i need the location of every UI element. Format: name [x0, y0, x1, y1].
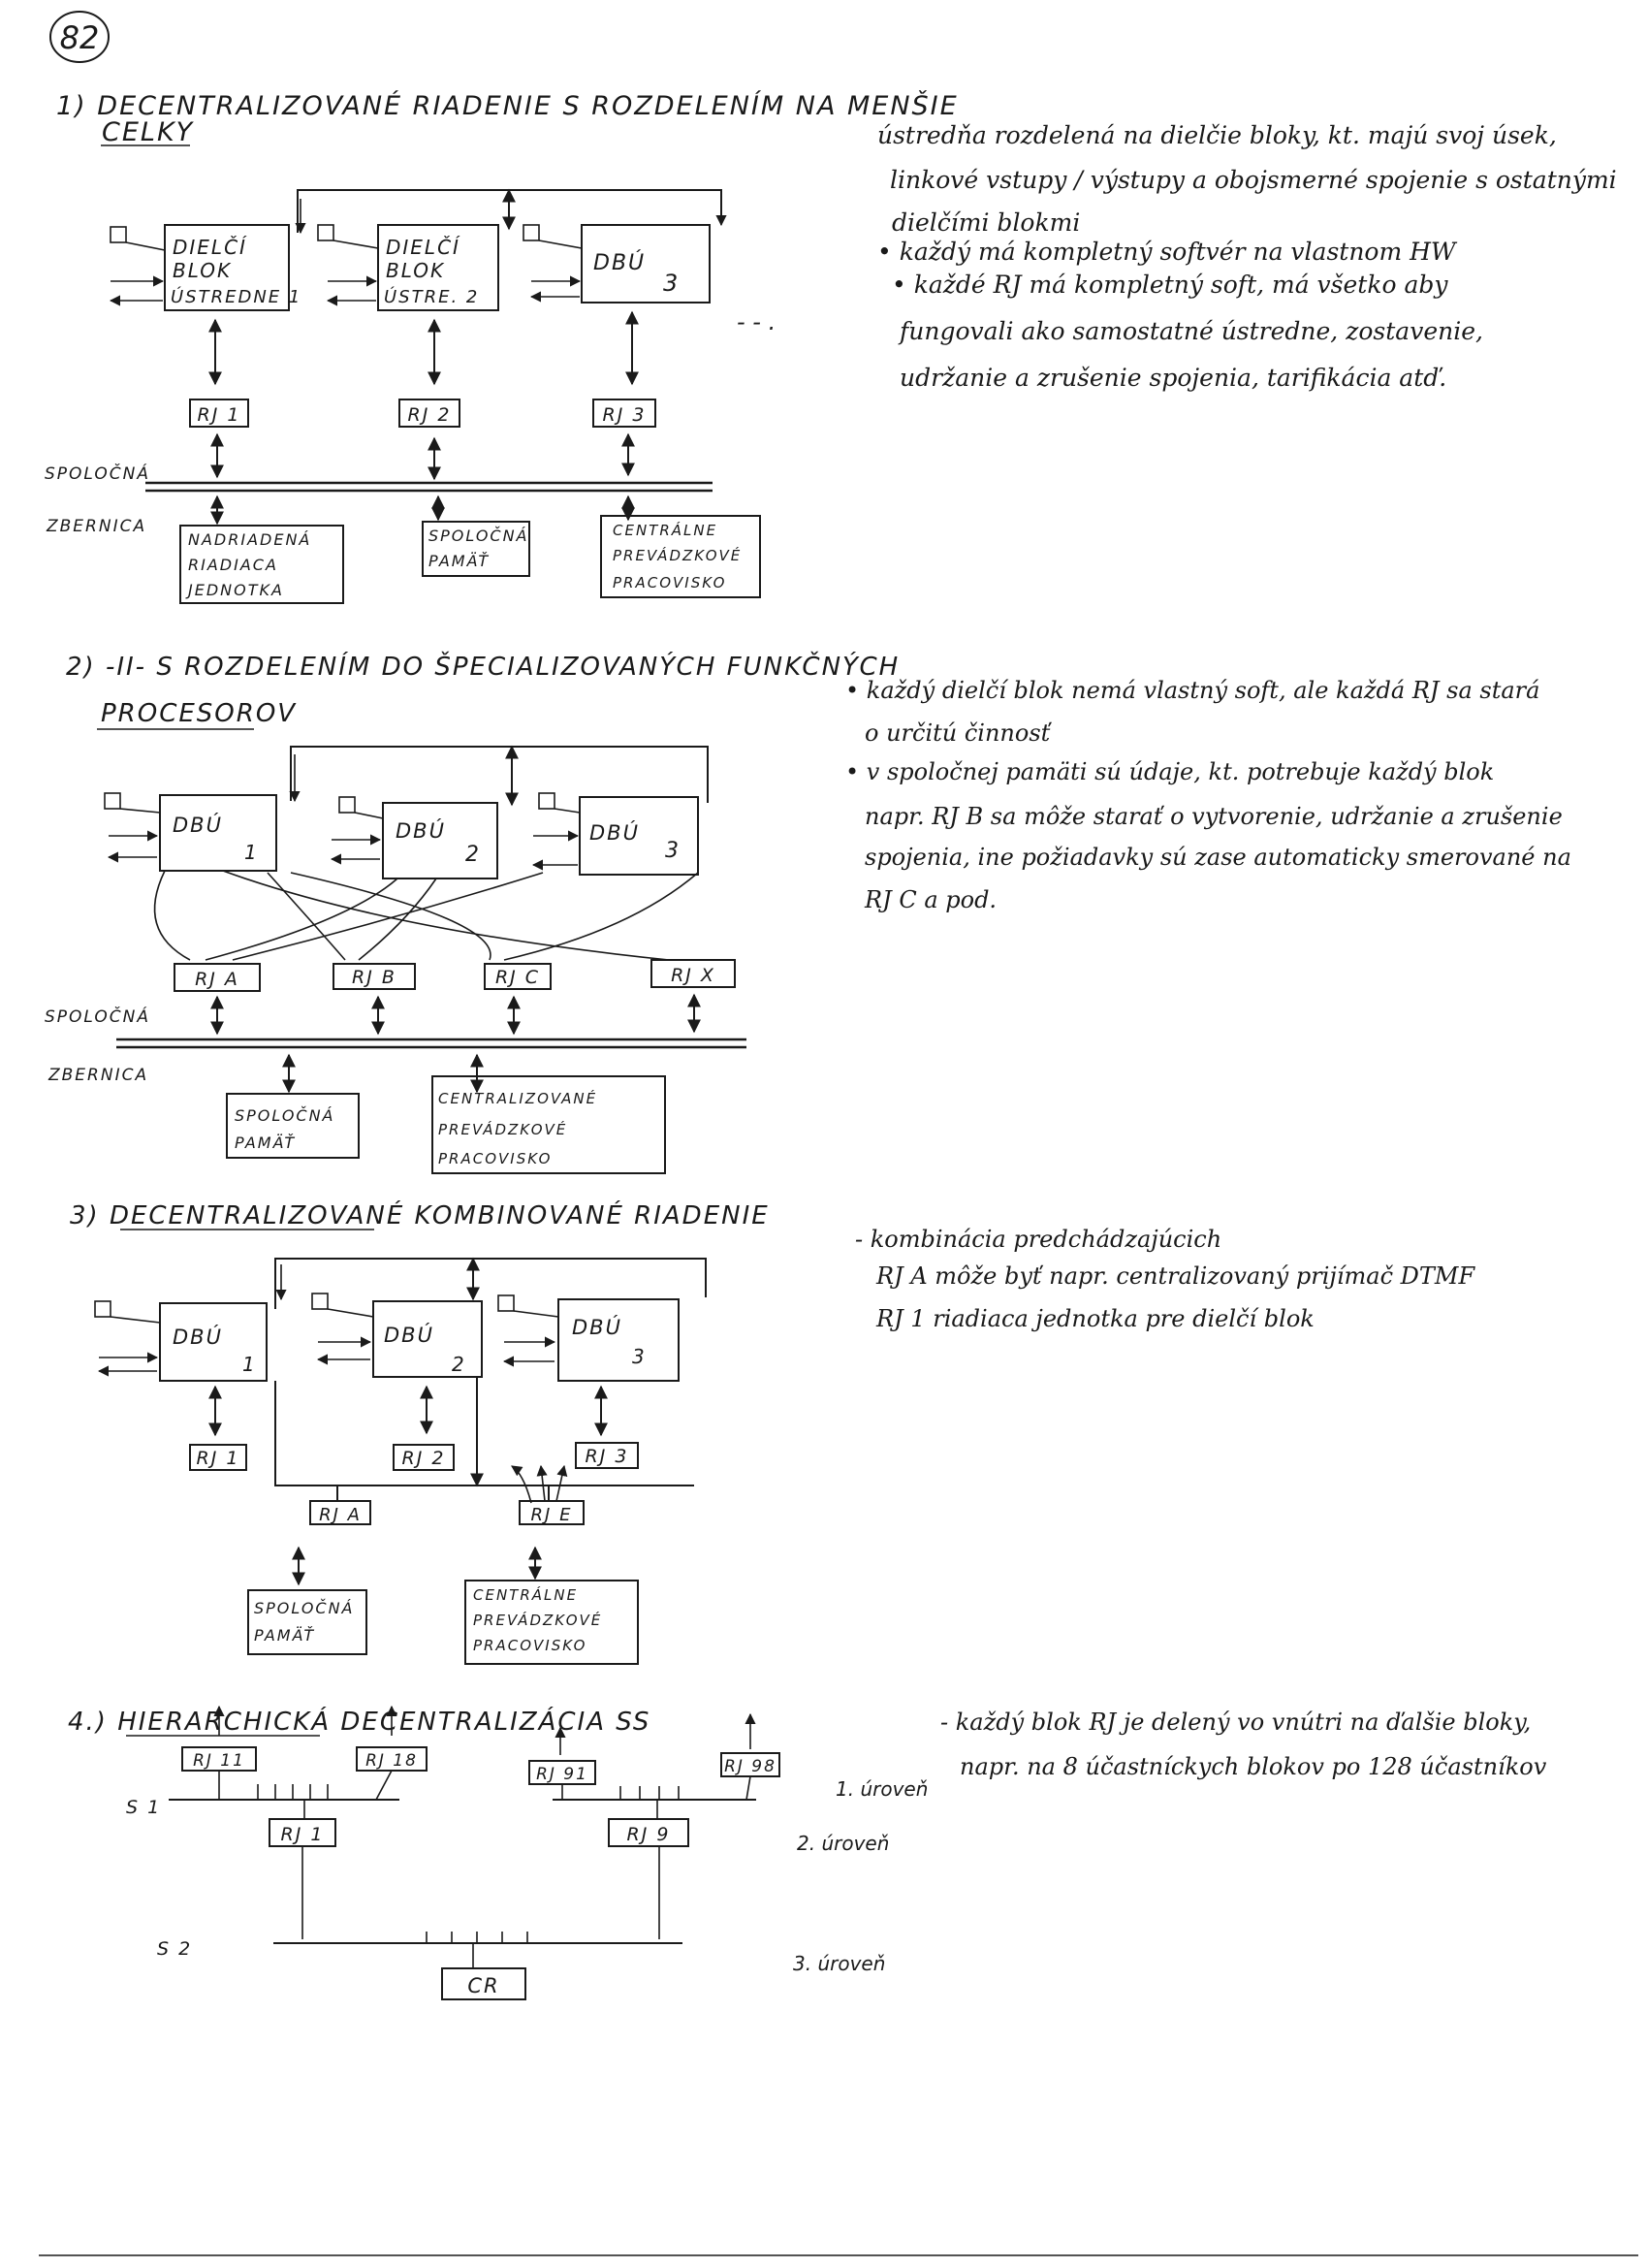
rj-label: RJ 9 [626, 1824, 671, 1845]
box-label: CENTRÁLNE [613, 522, 718, 539]
block-number: 1 [242, 1353, 255, 1376]
rj-label: RJ C [494, 967, 541, 988]
line-terminal-icon [498, 1295, 514, 1311]
rj-label: RJ A [319, 1505, 362, 1525]
box-label: PAMÄŤ [254, 1626, 316, 1645]
box-label: CENTRÁLNE [473, 1586, 579, 1604]
rj-label: RJ B [352, 967, 396, 988]
bus-ticks [258, 1784, 679, 1800]
section-1-title-cont: CELKY [102, 117, 195, 147]
bus-label: ZBERNICA [48, 1066, 149, 1085]
block-label: DBÚ [396, 819, 446, 843]
block-label: DIELČÍ [386, 236, 460, 259]
dbu-block-1 [111, 225, 301, 384]
level-label: 1. úroveň [836, 1777, 929, 1801]
block-number: 2 [452, 1353, 464, 1376]
central-operations-box [432, 1076, 665, 1173]
section-3 [70, 1199, 1475, 1664]
line-terminal-icon [105, 793, 120, 809]
note-line: - každý blok RJ je delený vo vnútri na ďalšie bloky, [940, 1709, 1532, 1736]
block-label: DBÚ [572, 1316, 622, 1339]
box-label: PREVÁDZKOVÉ [438, 1121, 568, 1138]
crossing-links [155, 871, 698, 960]
block-label: DBÚ [173, 814, 223, 837]
shared-memory-box [423, 522, 529, 576]
note-line: • každé RJ má kompletný soft, má všetko aby [892, 271, 1448, 299]
note-line: spojenia, ine požiadavky sú zase automaticky smerované na [865, 844, 1571, 871]
shared-memory-box [248, 1590, 366, 1654]
box-label: PAMÄŤ [428, 552, 491, 570]
box-label: JEDNOTKA [188, 581, 284, 599]
rj-label: RJ 3 [585, 1446, 629, 1467]
note-line: - kombinácia predchádzajúcich [855, 1226, 1222, 1253]
note-line: linkové vstupy / výstupy a obojsmerné spojenie s ostatnými [890, 166, 1617, 194]
line-terminal-icon [111, 227, 126, 242]
note-line: • každý dielčí blok nemá vlastný soft, ale každá RJ sa stará [845, 677, 1540, 704]
superior-control-unit-box [180, 526, 343, 603]
rj-label: RJ 2 [407, 404, 452, 426]
section-1-title: 1) DECENTRALIZOVANÉ RIADENIE S ROZDELENÍM NA MENŠIE [56, 91, 959, 121]
section-2 [45, 651, 1571, 1173]
interconnect-line [291, 747, 708, 803]
bus-ticks [427, 1932, 527, 1943]
interconnect-line [275, 1259, 706, 1309]
box-label: PRACOVISKO [438, 1150, 553, 1167]
block-label: DBÚ [173, 1326, 223, 1349]
rj-label: RJ A [195, 969, 239, 990]
note-line: RJ A môže byť napr. centralizovaný prijímač DTMF [876, 1262, 1475, 1290]
rj-label: RJ 98 [724, 1757, 776, 1776]
rj-label: RJ 1 [196, 1448, 240, 1469]
level-label: 3. úroveň [793, 1952, 886, 1975]
box-label: CENTRALIZOVANÉ [438, 1090, 598, 1107]
central-operations-box [601, 516, 760, 597]
bus-label: ZBERNICA [47, 517, 147, 536]
box-label: PAMÄŤ [235, 1134, 297, 1152]
block-label: DBÚ [384, 1324, 434, 1347]
rj-row [190, 399, 655, 479]
ellipsis-mark: - - . [737, 308, 776, 335]
section-4-notes [940, 1709, 1547, 1780]
section-3-notes [855, 1226, 1475, 1332]
rj-label: RJ 11 [193, 1751, 245, 1771]
note-line: dielčími blokmi [892, 208, 1081, 237]
block-label: BLOK [173, 259, 233, 282]
note-line: • v spoločnej pamäti sú údaje, kt. potrebuje každý blok [845, 758, 1495, 785]
box-label: PREVÁDZKOVÉ [613, 547, 743, 564]
line-terminal-icon [339, 797, 355, 813]
note-line: udržanie a zrušenie spojenia, tarifikácia atď. [900, 364, 1447, 392]
level-label: 2. úroveň [797, 1832, 890, 1855]
dbu-block-3 [523, 225, 776, 384]
line-terminal-icon [523, 225, 539, 240]
note-line: RJ C a pod. [865, 886, 998, 913]
control-bus [275, 1381, 694, 1485]
block-label: ÚSTREDNE 1 [171, 287, 302, 307]
box-label: PREVÁDZKOVÉ [473, 1612, 603, 1629]
block-number: 3 [663, 270, 679, 297]
section-2-title-cont: PROCESOROV [101, 699, 298, 728]
shared-memory-box [227, 1094, 359, 1158]
note-line: o určitú činnosť [865, 719, 1051, 747]
block-label: DIELČÍ [173, 236, 247, 259]
cr-label: CR [467, 1974, 500, 1997]
page-number: 82 [59, 19, 100, 56]
block-number: 2 [465, 843, 479, 867]
section-1-notes [877, 121, 1617, 392]
section-2-title: 2) -II- S ROZDELENÍM DO ŠPECIALIZOVANÝCH FUNKČNÝCH [66, 653, 901, 682]
note-line: • každý má kompletný softvér na vlastnom HW [877, 238, 1456, 266]
central-operations-box [465, 1581, 638, 1664]
note-line: fungovali ako samostatné ústredne, zostavenie, [900, 317, 1483, 345]
bus-label: S 1 [126, 1797, 162, 1818]
note-line: napr. RJ B sa môže starať o vytvorenie, udržanie a zrušenie [865, 803, 1563, 830]
rj-label: RJ 3 [602, 404, 647, 426]
box-label: SPOLOČNÁ [254, 1599, 355, 1617]
box-label: NADRIADENÁ [188, 530, 312, 549]
page-number-badge [50, 12, 109, 62]
box-label: PRACOVISKO [613, 574, 727, 591]
note-line: napr. na 8 účastníckych blokov po 128 účastníkov [960, 1753, 1547, 1780]
bus-label: S 2 [157, 1938, 193, 1960]
note-line: RJ 1 riadiaca jednotka pre dielčí blok [876, 1305, 1315, 1332]
box-label: RIADIACA [188, 556, 278, 574]
bus-label: SPOLOČNÁ [45, 464, 150, 484]
section-1 [45, 90, 1617, 603]
rj-label: RJ 91 [536, 1765, 588, 1784]
section-4-title: 4.) HIERARCHICKÁ DECENTRALIZÁCIA SS [68, 1708, 651, 1737]
dbu-block-3 [558, 1299, 679, 1381]
block-number: 1 [244, 841, 257, 864]
rj-label: RJ E [530, 1505, 573, 1525]
note-line: ústredňa rozdelená na dielčie bloky, kt. majú svoj úsek, [877, 121, 1557, 149]
section-2-notes [845, 677, 1571, 913]
section-4 [68, 1706, 1547, 1999]
line-terminal-icon [318, 225, 333, 240]
block-label: BLOK [386, 259, 446, 282]
line-terminal-icon [95, 1301, 111, 1317]
section-3-title: 3) DECENTRALIZOVANÉ KOMBINOVANÉ RIADENIE [70, 1201, 770, 1230]
box-label: SPOLOČNÁ [235, 1106, 335, 1125]
rj-label: RJ 18 [365, 1751, 418, 1771]
block-number: 3 [665, 839, 679, 863]
rj-label: RJ 1 [197, 404, 241, 426]
block-label: DBÚ [589, 821, 640, 845]
rj-label: RJ 1 [280, 1824, 325, 1845]
block-label: ÚSTRE. 2 [384, 287, 480, 307]
box-label: PRACOVISKO [473, 1637, 587, 1654]
bus-label: SPOLOČNÁ [45, 1007, 150, 1027]
dbu-block-2 [318, 225, 498, 384]
box-label: SPOLOČNÁ [428, 527, 529, 545]
line-terminal-icon [539, 793, 555, 809]
rj-label: RJ 2 [401, 1448, 446, 1469]
block-label: DBÚ [593, 251, 647, 275]
rj-label: RJ X [671, 965, 715, 986]
line-terminal-icon [312, 1294, 328, 1309]
block-number: 3 [632, 1345, 645, 1368]
